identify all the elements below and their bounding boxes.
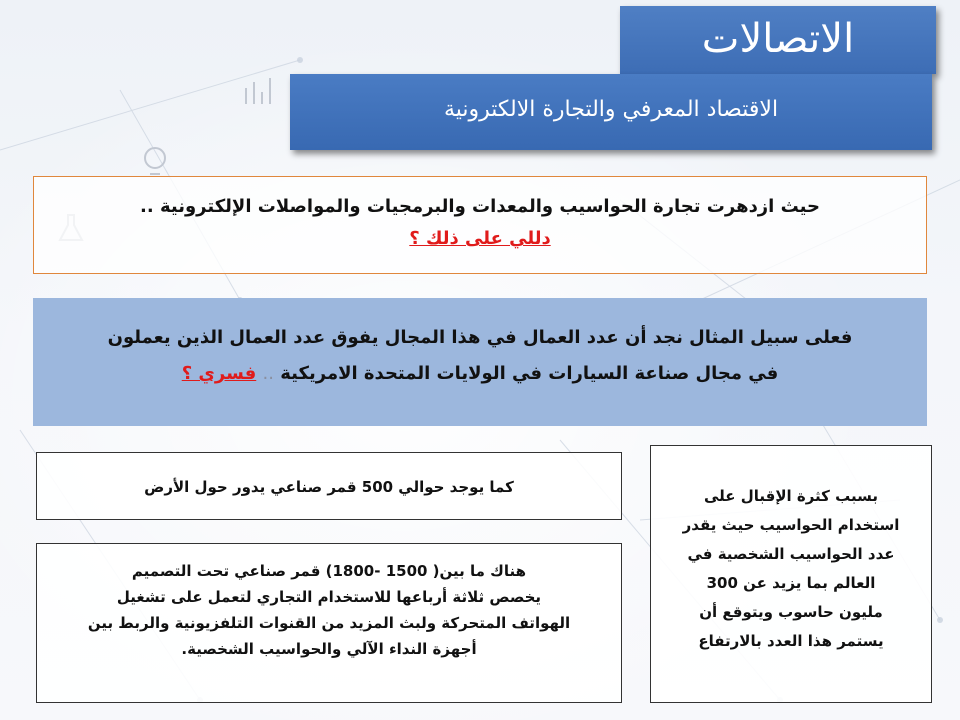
computers-line-4: العالم بما يزيد عن 300: [706, 574, 876, 592]
computers-line-6: يستمر هذا العدد بالارتفاع: [698, 632, 884, 650]
design-line-1: هناك ما بين( 1500 -1800) قمر صناعي تحت التصميم: [131, 562, 527, 580]
satellites-text: كما يوجد حوالي 500 قمر صناعي يدور حول الأرض: [144, 478, 514, 496]
example-line-2: في مجال صناعة السيارات في الولايات المتحدة الامريكية: [280, 363, 779, 384]
question-prove: دللي على ذلك ؟: [409, 228, 551, 249]
computers-box: [650, 445, 932, 703]
ellipsis: ..: [262, 363, 274, 384]
design-line-4: أجهزة النداء الآلي والحواسيب الشخصية.: [181, 640, 477, 658]
satellites-design-box: [36, 543, 622, 703]
slide-subtitle: الاقتصاد المعرفي والتجارة الالكترونية: [290, 74, 932, 150]
design-line-3: الهواتف المتحركة ولبث المزيد من القنوات التلفزيونية والربط بين: [87, 614, 571, 632]
design-line-2: يخصص ثلاثة أرباعها للاستخدام التجاري لتعمل على تشغيل: [116, 588, 542, 606]
example-line-1: فعلى سبيل المثال نجد أن عدد العمال في هذا المجال يفوق عدد العمال الذين يعملون: [107, 327, 853, 348]
slide-title: الاتصالات: [620, 6, 936, 74]
satellites-box: [36, 452, 622, 520]
statement-text: حيث ازدهرت تجارة الحواسيب والمعدات والبرمجيات والمواصلات الإلكترونية ..: [140, 196, 820, 217]
computers-line-3: عدد الحواسيب الشخصية في: [687, 545, 895, 563]
question-explain: فسري ؟: [181, 363, 257, 384]
example-box: [33, 298, 927, 426]
computers-line-5: مليون حاسوب ويتوقع أن: [699, 603, 883, 621]
statement-box: [33, 176, 927, 274]
computers-line-2: استخدام الحواسيب حيث يقدر: [682, 516, 900, 534]
computers-line-1: بسبب كثرة الإقبال على: [703, 487, 879, 505]
